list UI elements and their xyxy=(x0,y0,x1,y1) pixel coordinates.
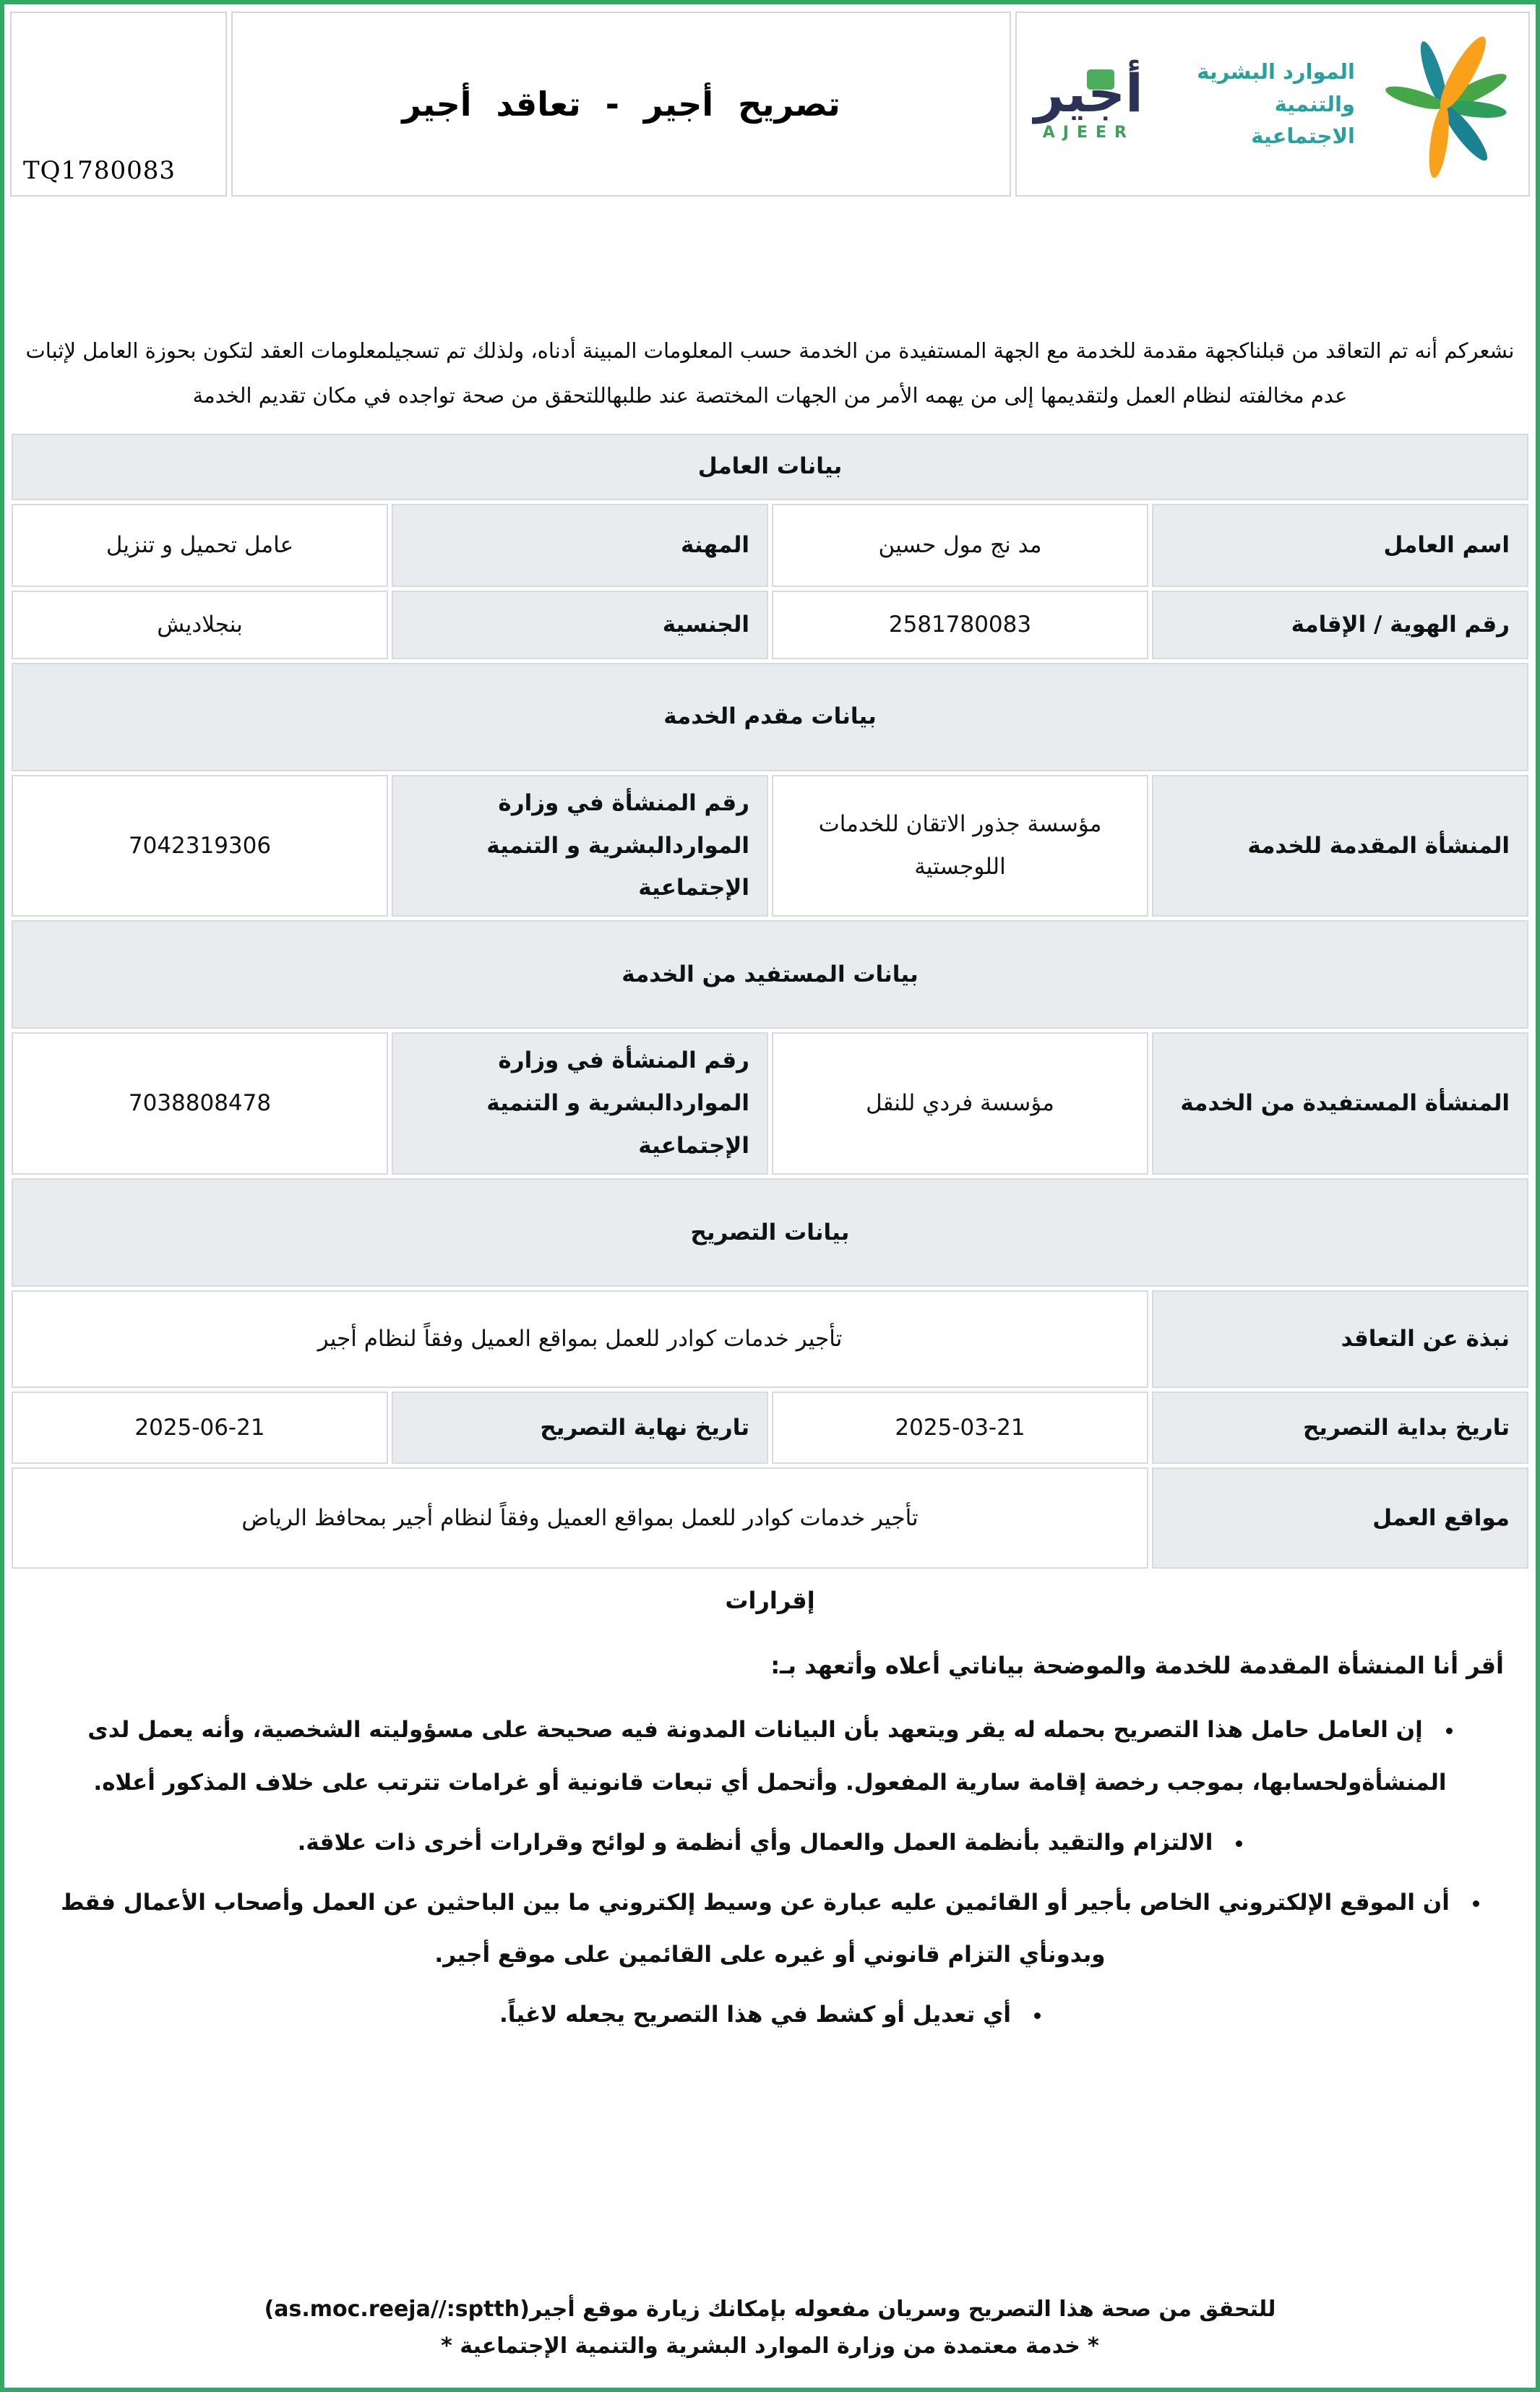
table-row xyxy=(12,1467,1528,1569)
section-header-beneficiary: بيانات المستفيد من الخدمة xyxy=(12,920,1528,1029)
verify-text: للتحقق من صحة هذا التصريح وسريان مفعوله بإمكانك زيارة موقع أجير xyxy=(529,2297,1276,2322)
provider-number-label: رقم المنشأة في وزارة المواردالبشرية و التنمية الإجتماعية xyxy=(392,775,768,917)
contract-summary-value: تأجير خدمات كوادر للعمل بمواقع العميل وفقاً لنظام أجير xyxy=(12,1290,1148,1388)
provider-name-value: مؤسسة جذور الاتقان للخدمات اللوجستية xyxy=(772,775,1148,917)
declaration-item: • الالتزام والتقيد بأنظمة العمل والعمال وأي أنظمة و لوائح وقرارات أخرى ذات علاقة. xyxy=(36,1817,1504,1869)
permit-data-table xyxy=(8,430,1532,1572)
nationality-value: بنجلاديش xyxy=(12,591,388,659)
table-row xyxy=(12,504,1528,587)
end-date-label: تاريخ نهاية التصريح xyxy=(392,1392,768,1464)
ajeer-logo-english: AJEER xyxy=(1042,124,1135,142)
doc-number: TQ1780083 xyxy=(23,156,176,185)
ajeer-logo-arabic-text: أجير xyxy=(1034,62,1143,124)
ajeer-logo xyxy=(1034,62,1143,142)
table-row xyxy=(12,920,1528,1029)
nationality-label: الجنسية xyxy=(392,591,768,659)
provider-number-value: 7042319306 xyxy=(12,775,388,917)
worker-name-label: اسم العامل xyxy=(1152,504,1528,587)
beneficiary-name-value: مؤسسة فردي للنقل xyxy=(772,1032,1148,1175)
id-number-label: رقم الهوية / الإقامة xyxy=(1152,591,1528,659)
ajeer-logo-arabic xyxy=(1034,62,1143,124)
document-footer xyxy=(4,2285,1536,2370)
declaration-item: • إن العامل حامل هذا التصريح بحمله له يقر ويتعهد بأن البيانات المدونة فيه صحيحة على مسؤوليته الشخصية، وأنه يعمل لدى المنشأةولحسابها، بموجب رخصة إقامة سارية المفعول. وأتحمل أي تبعات قانونية أو غرامات تترتب على خلاف المذكور أعلاه. xyxy=(36,1704,1504,1809)
ministry-name-line2: والتنمية الاجتماعية xyxy=(1251,91,1355,149)
ministry-wordmark xyxy=(1168,56,1355,153)
start-date-value: 2025-03-21 xyxy=(772,1392,1148,1464)
declarations-title: إقرارات xyxy=(725,1587,815,1615)
document-header xyxy=(10,12,1530,197)
declarations-list xyxy=(36,1704,1504,2041)
profession-label: المهنة xyxy=(392,504,768,587)
section-header-permit: بيانات التصريح xyxy=(12,1178,1528,1287)
table-row xyxy=(12,1032,1528,1175)
beneficiary-name-label: المنشأة المستفيدة من الخدمة xyxy=(1152,1032,1528,1175)
work-locations-value: تأجير خدمات كوادر للعمل بمواقع العميل وفقاً لنظام أجير بمحافظ الرياض xyxy=(12,1467,1148,1569)
doc-number-cell xyxy=(10,12,227,197)
contract-summary-label: نبذة عن التعاقد xyxy=(1152,1290,1528,1388)
end-date-value: 2025-06-21 xyxy=(12,1392,388,1464)
logos-cell xyxy=(1015,12,1530,197)
beneficiary-number-value: 7038808478 xyxy=(12,1032,388,1175)
table-row xyxy=(12,1392,1528,1464)
table-row xyxy=(12,1178,1528,1287)
profession-value: عامل تحميل و تنزيل xyxy=(12,504,388,587)
declaration-item: • أي تعديل أو كشط في هذا التصريح يجعله لاغياً. xyxy=(36,1989,1504,2041)
intro-paragraph: نشعركم أنه تم التعاقد من قبلناكجهة مقدمة للخدمة مع الجهة المستفيدة من الخدمة حسب المعلومات المبينة أدناه، ولذلك تم تسجيلمعلومات العقد لتكون بحوزة العامل لإثبات عدم مخالفته لنظام العمل ولتقديمها إلى من يهمه الأمر من الجهات المختصة عند طلبهاللتحقق من صحة تواجده في مكان تقديم الخدمة xyxy=(25,338,1515,408)
start-date-label: تاريخ بداية التصريح xyxy=(1152,1392,1528,1464)
ministry-emblem-icon xyxy=(1380,29,1511,179)
footer-approved-line: * خدمة معتمدة من وزارة الموارد البشرية والتنمية الإجتماعية * xyxy=(441,2333,1099,2359)
section-header-worker: بيانات العامل xyxy=(12,434,1528,500)
section-header-provider: بيانات مقدم الخدمة xyxy=(12,663,1528,771)
declaration-item: • أن الموقع الإلكتروني الخاص بأجير أو القائمين عليه عبارة عن وسيط إلكتروني ما بين الباحثين عن العمل وأصحاب الأعمال فقط وبدونأي التزام قانوني أو غيره على القائمين على موقع أجير. xyxy=(36,1877,1504,1982)
table-row xyxy=(12,591,1528,659)
table-row xyxy=(12,434,1528,500)
page-title: تصريح أجير - تعاقد أجير xyxy=(402,85,840,124)
worker-name-value: مد نج مول حسين xyxy=(772,504,1148,587)
verify-url: (as.moc.reeja//:sptth) xyxy=(264,2297,530,2322)
ministry-name-line1: الموارد البشرية xyxy=(1197,59,1355,84)
declarations-intro: أقر أنا المنشأة المقدمة للخدمة والموضحة بياناتي أعلاه وأتعهد بـ: xyxy=(770,1652,1504,1680)
provider-name-label: المنشأة المقدمة للخدمة xyxy=(1152,775,1528,917)
id-number-value: 2581780083 xyxy=(772,591,1148,659)
table-row xyxy=(12,663,1528,771)
work-locations-label: مواقع العمل xyxy=(1152,1467,1528,1569)
beneficiary-number-label: رقم المنشأة في وزارة المواردالبشرية و التنمية الإجتماعية xyxy=(392,1032,768,1175)
table-row xyxy=(12,1290,1528,1388)
footer-verify-line xyxy=(4,2297,1536,2322)
doc-title-cell xyxy=(231,12,1011,197)
table-row xyxy=(12,775,1528,917)
